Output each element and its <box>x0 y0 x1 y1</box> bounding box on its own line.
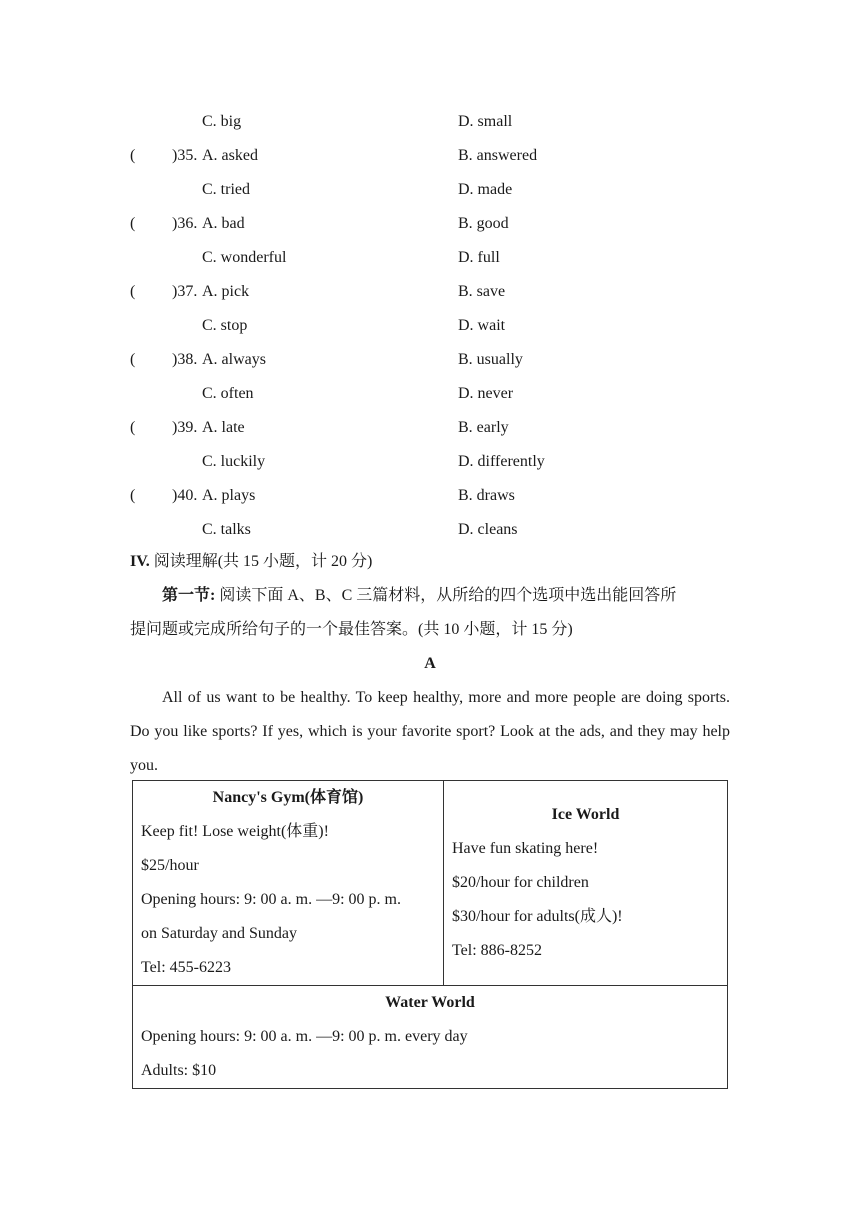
option-right: B. answered <box>458 147 538 164</box>
answer-bracket: ( <box>130 351 136 368</box>
option-row <box>0 343 860 377</box>
ads-row-bottom <box>133 986 728 1089</box>
option-right: D. never <box>458 385 514 402</box>
option-row <box>0 445 860 479</box>
part-instructions-continued <box>130 613 573 647</box>
water-hours: Opening hours: 9: 00 a. m. —9: 00 p. m. every day <box>141 1028 468 1045</box>
option-right: D. made <box>458 181 513 198</box>
gym-slogan: Keep fit! Lose weight(体重)! <box>141 823 329 840</box>
option-row <box>0 139 860 173</box>
option-left: A. plays <box>202 487 256 504</box>
answer-bracket: ( <box>130 215 136 232</box>
gym-price: $25/hour <box>141 857 199 874</box>
option-row <box>0 207 860 241</box>
option-row <box>0 241 860 275</box>
option-left: C. tried <box>202 181 250 198</box>
option-right: B. early <box>458 419 509 436</box>
option-left: C. luckily <box>202 453 266 470</box>
option-right: D. wait <box>458 317 506 334</box>
gym-title: Nancy's Gym(体育馆) <box>212 789 364 806</box>
water-ad <box>133 986 728 1089</box>
section-title: 阅读理解(共 15 小题，计 20 分) <box>153 553 373 570</box>
part-instructions-line2: 提问题或完成所给句子的一个最佳答案。(共 10 小题，计 15 分) <box>130 621 573 638</box>
answer-bracket: ( <box>130 419 136 436</box>
answer-bracket: ( <box>130 487 136 504</box>
ads-row-top <box>133 781 728 986</box>
answer-bracket: ( <box>130 147 136 164</box>
gym-ad <box>133 781 444 986</box>
option-left: C. wonderful <box>202 249 287 266</box>
option-right: D. cleans <box>458 521 518 538</box>
option-row <box>0 173 860 207</box>
option-left: A. late <box>202 419 245 436</box>
question-number: )39. <box>172 419 198 436</box>
water-price: Adults: $10 <box>141 1062 217 1079</box>
option-row <box>0 377 860 411</box>
section-heading <box>130 545 372 579</box>
gym-hours: Opening hours: 9: 00 a. m. —9: 00 p. m. <box>141 891 401 908</box>
option-row <box>0 513 860 547</box>
option-left: C. stop <box>202 317 248 334</box>
passage-title: A <box>424 655 436 672</box>
option-right: B. good <box>458 215 509 232</box>
part-instructions-line1: 阅读下面 A、B、C 三篇材料，从所给的四个选项中选出能回答所 <box>219 587 677 604</box>
gym-days: on Saturday and Sunday <box>141 925 297 942</box>
question-number: )38. <box>172 351 198 368</box>
ice-price-children: $20/hour for children <box>452 874 589 891</box>
ice-slogan: Have fun skating here! <box>452 840 599 857</box>
question-number: )36. <box>172 215 198 232</box>
option-right: B. usually <box>458 351 523 368</box>
ice-ad <box>444 781 728 986</box>
answer-bracket: ( <box>130 283 136 300</box>
water-title: Water World <box>385 994 475 1011</box>
option-left: A. always <box>202 351 266 368</box>
option-left: C. often <box>202 385 254 402</box>
option-right: D. full <box>458 249 500 266</box>
option-left: A. bad <box>202 215 245 232</box>
option-row <box>0 105 860 139</box>
option-left: A. pick <box>202 283 250 300</box>
gym-tel: Tel: 455-6223 <box>141 959 231 976</box>
question-number: )40. <box>172 487 198 504</box>
question-number: )37. <box>172 283 198 300</box>
part-instructions <box>162 579 676 613</box>
option-row <box>0 479 860 513</box>
option-right: B. draws <box>458 487 515 504</box>
option-right: D. small <box>458 113 513 130</box>
option-row <box>0 309 860 343</box>
part-label: 第一节: <box>162 587 216 604</box>
question-number: )35. <box>172 147 198 164</box>
option-left: C. talks <box>202 521 251 538</box>
option-left: A. asked <box>202 147 258 164</box>
ads-table <box>132 780 728 1089</box>
option-right: D. differently <box>458 453 545 470</box>
option-row <box>0 411 860 445</box>
option-right: B. save <box>458 283 506 300</box>
section-number: IV. <box>130 553 150 570</box>
ice-title: Ice World <box>551 806 620 823</box>
passage-intro: All of us want to be healthy. To keep healthy, more and more people are doing sports. Do you like sports? If yes, which is your favorite sport? Look at the ads, and they may help you. <box>130 689 730 774</box>
option-row <box>0 275 860 309</box>
ice-tel: Tel: 886-8252 <box>452 942 542 959</box>
option-left: C. big <box>202 113 242 130</box>
ice-price-adults: $30/hour for adults(成人)! <box>452 908 623 925</box>
